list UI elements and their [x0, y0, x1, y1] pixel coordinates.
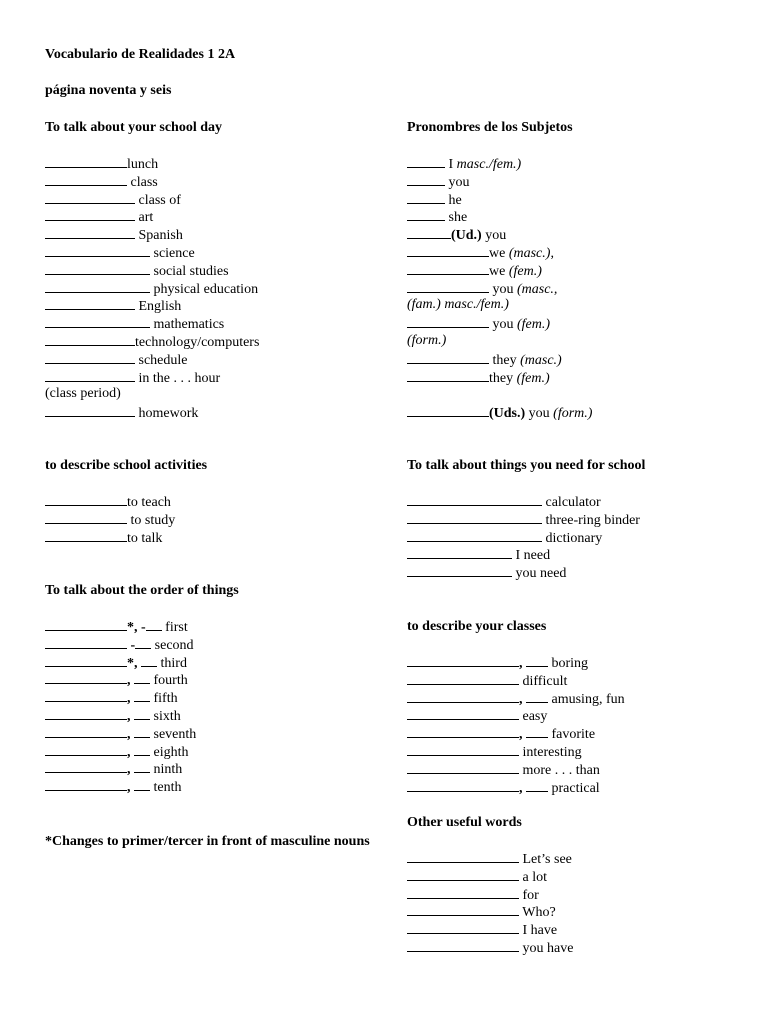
answer-blank — [134, 670, 150, 684]
vocab-row — [407, 671, 625, 689]
answer-blank — [45, 706, 127, 720]
vocab-text: for — [519, 887, 539, 903]
answer-blank — [407, 689, 519, 703]
vocab-row — [407, 172, 592, 190]
page-title: Vocabulario de Realidades 1 2A — [45, 47, 236, 62]
vocab-row — [45, 528, 207, 546]
vocab-text: easy — [519, 709, 548, 725]
answer-blank — [526, 778, 548, 792]
answer-blank — [45, 742, 127, 756]
answer-blank — [407, 902, 519, 916]
section-heading: Other useful words — [407, 815, 522, 830]
answer-blank — [407, 368, 489, 382]
answer-blank — [45, 350, 135, 364]
section-school-day — [45, 119, 259, 421]
vocab-list — [407, 653, 625, 795]
vocab-text: , — [127, 762, 134, 778]
vocab-row — [45, 403, 259, 421]
answer-blank — [45, 172, 127, 186]
vocab-row — [45, 635, 239, 653]
vocab-row — [407, 261, 592, 279]
spacer — [407, 385, 592, 403]
vocab-row — [407, 706, 625, 724]
vocab-text: (form.) — [553, 406, 593, 422]
vocab-row — [407, 867, 573, 885]
answer-blank — [134, 724, 150, 738]
vocab-row — [407, 563, 645, 581]
vocab-row — [407, 653, 625, 671]
vocab-row — [45, 332, 259, 350]
answer-blank — [407, 706, 519, 720]
vocab-row — [407, 207, 592, 225]
vocab-row — [407, 545, 645, 563]
vocab-row — [407, 403, 592, 421]
vocab-row — [407, 332, 592, 350]
answer-blank — [45, 261, 150, 275]
answer-blank — [45, 296, 135, 310]
vocab-text: you — [489, 317, 517, 333]
vocab-text: I have — [519, 923, 558, 939]
vocab-row — [407, 849, 573, 867]
vocab-list — [407, 849, 573, 956]
vocab-text: they — [489, 352, 521, 368]
answer-blank — [407, 190, 445, 204]
vocab-row — [407, 350, 592, 368]
answer-blank — [407, 885, 519, 899]
vocab-text: to talk — [127, 530, 163, 546]
vocab-row — [45, 653, 239, 671]
vocab-text: lunch — [127, 157, 159, 172]
answer-blank — [526, 653, 548, 667]
answer-blank — [134, 777, 150, 791]
vocab-row — [407, 296, 592, 314]
answer-blank — [134, 759, 150, 773]
answer-blank — [134, 688, 150, 702]
vocab-text: schedule — [135, 352, 188, 368]
vocab-row — [45, 617, 239, 635]
vocab-row — [407, 938, 573, 956]
vocab-text: (form.) — [407, 332, 447, 348]
answer-blank — [407, 528, 542, 542]
answer-blank — [45, 332, 135, 346]
answer-blank — [45, 243, 150, 257]
section-need — [407, 457, 645, 581]
footnote-text: *Changes to primer/tercer in front of masculine nouns — [45, 834, 370, 849]
vocab-text: (masc.) — [520, 352, 562, 368]
vocab-text: , — [127, 780, 134, 796]
vocab-row — [45, 759, 239, 777]
answer-blank — [407, 742, 519, 756]
vocab-text: she — [445, 210, 468, 226]
vocab-text: first — [161, 620, 188, 635]
vocab-text: class — [127, 174, 158, 190]
answer-blank — [45, 724, 127, 738]
answer-blank — [45, 368, 135, 382]
vocab-text: (masc., — [517, 281, 558, 297]
vocab-text: he — [445, 192, 462, 208]
answer-blank — [407, 545, 512, 559]
vocab-row — [45, 243, 259, 261]
vocab-row — [407, 902, 573, 920]
vocab-text: , — [127, 744, 134, 760]
vocab-text: (Uds.) — [489, 406, 526, 422]
answer-blank — [407, 510, 542, 524]
vocab-row — [407, 689, 625, 707]
answer-blank — [407, 350, 489, 364]
vocab-row — [45, 368, 259, 386]
vocab-row — [407, 742, 625, 760]
page-number-label: página noventa y seis — [45, 83, 172, 98]
answer-blank — [45, 670, 127, 684]
vocab-text: tenth — [150, 780, 182, 796]
vocab-row — [407, 279, 592, 297]
answer-blank — [407, 760, 519, 774]
vocab-text: , — [127, 691, 134, 707]
vocab-row — [45, 314, 259, 332]
vocab-text: *, - — [127, 620, 146, 635]
vocab-text: I need — [512, 548, 551, 564]
vocab-row — [407, 510, 645, 528]
vocab-text: (Ud.) — [451, 228, 482, 244]
vocab-row — [407, 885, 573, 903]
vocab-row — [45, 510, 207, 528]
vocab-text: (fam.) masc./fem.) — [407, 297, 509, 313]
vocab-text: I — [445, 157, 457, 172]
vocab-text: , — [127, 726, 134, 742]
section-heading: To talk about the order of things — [45, 583, 239, 598]
vocab-text: (fem.) — [517, 317, 551, 333]
vocab-text: science — [150, 245, 195, 261]
vocab-text: to teach — [127, 495, 171, 510]
section-classes — [407, 618, 625, 795]
section-heading: To talk about your school day — [45, 120, 222, 135]
vocab-row — [45, 296, 259, 314]
vocab-row — [407, 492, 645, 510]
vocab-row — [45, 706, 239, 724]
vocab-text: third — [157, 655, 187, 671]
vocab-text: masc./fem.) — [456, 157, 522, 172]
section-pronouns — [407, 119, 592, 421]
vocab-text: , — [127, 708, 134, 724]
vocab-text: practical — [548, 780, 600, 796]
vocab-text: technology/computers — [135, 334, 260, 350]
answer-blank — [45, 759, 127, 773]
answer-blank — [407, 403, 489, 417]
vocab-text: you have — [519, 940, 574, 956]
answer-blank — [407, 154, 445, 168]
vocab-text: seventh — [150, 726, 197, 742]
vocab-text: ninth — [150, 762, 183, 778]
answer-blank — [45, 314, 150, 328]
vocab-text: *, — [127, 655, 141, 671]
vocab-row — [407, 225, 592, 243]
vocab-text: social studies — [150, 263, 229, 279]
vocab-text: class of — [135, 192, 181, 208]
section-heading: to describe your classes — [407, 619, 547, 634]
vocab-text: fourth — [150, 673, 188, 689]
vocab-row — [407, 528, 645, 546]
answer-blank — [407, 724, 519, 738]
vocab-text: Spanish — [135, 228, 183, 244]
vocab-text: we — [489, 245, 509, 261]
answer-blank — [407, 314, 489, 328]
vocab-text: you — [489, 281, 517, 297]
section-heading: to describe school activities — [45, 458, 208, 473]
section-heading: Pronombres de los Subjetos — [407, 120, 573, 135]
vocab-row — [45, 742, 239, 760]
vocab-text: art — [135, 210, 154, 226]
vocab-text: dictionary — [542, 530, 603, 546]
answer-blank — [407, 920, 519, 934]
vocab-row — [45, 385, 259, 403]
vocab-list — [45, 492, 207, 545]
answer-blank — [407, 563, 512, 577]
vocab-text: difficult — [519, 673, 568, 689]
vocab-row — [407, 368, 592, 386]
vocab-text: eighth — [150, 744, 189, 760]
vocab-text: you need — [512, 566, 567, 582]
vocab-row — [45, 777, 239, 795]
vocab-text: amusing, fun — [548, 691, 625, 707]
answer-blank — [45, 279, 150, 293]
vocab-text: favorite — [548, 727, 596, 743]
vocab-text: in the . . . hour — [135, 370, 221, 386]
vocab-text: , — [127, 673, 134, 689]
vocab-text: interesting — [519, 744, 582, 760]
answer-blank — [45, 492, 127, 506]
section-other — [407, 814, 573, 956]
answer-blank — [407, 653, 519, 667]
vocab-text: , — [519, 727, 526, 743]
answer-blank — [45, 225, 135, 239]
vocab-row — [407, 778, 625, 796]
vocab-row — [407, 243, 592, 261]
vocab-text: calculator — [542, 495, 601, 510]
vocab-text: (fem.) — [508, 263, 542, 279]
vocab-text: boring — [548, 656, 589, 671]
answer-blank — [146, 617, 162, 631]
answer-blank — [45, 207, 135, 221]
answer-blank — [134, 706, 150, 720]
vocab-text: , — [519, 656, 526, 671]
vocab-text: (masc.) — [508, 245, 551, 261]
answer-blank — [407, 849, 519, 863]
vocab-row — [407, 190, 592, 208]
answer-blank — [526, 689, 548, 703]
vocab-list — [407, 154, 592, 421]
vocab-row — [45, 261, 259, 279]
vocab-text: more . . . than — [519, 762, 600, 778]
vocab-text: a lot — [519, 869, 547, 885]
answer-blank — [141, 653, 157, 667]
answer-blank — [45, 403, 135, 417]
answer-blank — [45, 777, 127, 791]
vocab-text: , — [550, 245, 554, 261]
answer-blank — [45, 528, 127, 542]
vocab-text: to study — [127, 512, 176, 528]
vocab-text: English — [135, 299, 182, 315]
answer-blank — [407, 778, 519, 792]
vocab-text: , — [519, 780, 526, 796]
vocab-text: mathematics — [150, 317, 225, 333]
answer-blank — [45, 617, 127, 631]
vocab-text: Let’s see — [519, 852, 572, 867]
answer-blank — [407, 243, 489, 257]
vocab-row — [407, 920, 573, 938]
vocab-text: (class period) — [45, 386, 121, 402]
vocab-row — [407, 760, 625, 778]
vocab-row — [45, 190, 259, 208]
vocab-text: , — [519, 691, 526, 707]
answer-blank — [45, 635, 127, 649]
vocab-row — [45, 350, 259, 368]
vocab-text: they — [489, 370, 517, 386]
vocab-text: sixth — [150, 708, 181, 724]
vocab-text: you — [445, 174, 470, 190]
vocab-row — [407, 154, 592, 172]
vocab-text: Who? — [519, 905, 556, 921]
vocab-text: you — [481, 228, 507, 244]
vocab-row — [407, 724, 625, 742]
answer-blank — [407, 225, 451, 239]
vocab-row — [45, 279, 259, 297]
vocab-text: three-ring binder — [542, 512, 640, 528]
answer-blank — [45, 154, 127, 168]
vocab-row — [45, 207, 259, 225]
vocab-text: (fem.) — [516, 370, 550, 386]
answer-blank — [407, 279, 489, 293]
vocab-text: fifth — [150, 691, 178, 707]
answer-blank — [407, 867, 519, 881]
answer-blank — [526, 724, 548, 738]
vocab-row — [45, 492, 207, 510]
answer-blank — [45, 688, 127, 702]
vocab-row — [45, 154, 259, 172]
vocab-row — [45, 172, 259, 190]
section-activities — [45, 457, 207, 545]
answer-blank — [407, 671, 519, 685]
vocab-text: you — [525, 406, 554, 422]
answer-blank — [45, 510, 127, 524]
vocab-text: second — [151, 637, 194, 653]
answer-blank — [407, 938, 519, 952]
vocab-list — [45, 617, 239, 795]
vocab-text: we — [489, 263, 509, 279]
footnote — [45, 833, 375, 851]
vocab-row — [45, 724, 239, 742]
vocab-text: - — [127, 637, 136, 653]
answer-blank — [45, 190, 135, 204]
vocab-text: homework — [135, 406, 199, 422]
section-heading: To talk about things you need for school — [407, 458, 646, 473]
vocab-row — [45, 670, 239, 688]
vocab-list — [407, 492, 645, 581]
answer-blank — [407, 261, 489, 275]
vocab-list — [45, 154, 259, 421]
section-order — [45, 582, 239, 795]
answer-blank — [45, 653, 127, 667]
vocab-row — [45, 225, 259, 243]
answer-blank — [407, 492, 542, 506]
vocab-row — [45, 688, 239, 706]
answer-blank — [134, 742, 150, 756]
answer-blank — [407, 172, 445, 186]
answer-blank — [135, 635, 151, 649]
answer-blank — [407, 207, 445, 221]
vocab-row — [407, 314, 592, 332]
vocab-text: physical education — [150, 281, 259, 297]
